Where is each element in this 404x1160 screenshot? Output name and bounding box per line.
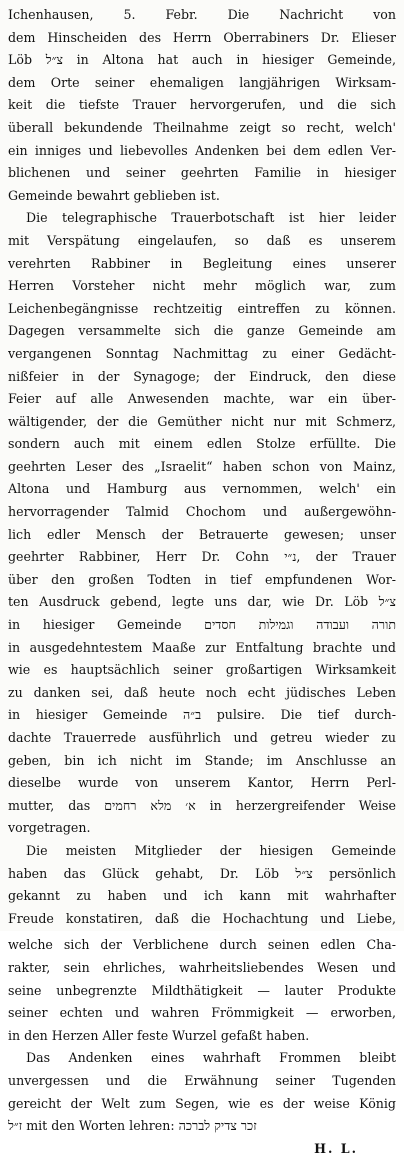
- article-line: in den Herzen Aller feste Wurzel gefaßt haben.: [8, 1027, 310, 1043]
- article-line: Herren Vorsteher nicht mehr möglich war, zum: [8, 278, 396, 294]
- article-line: Ichenhausen, 5. Febr. Die Nachricht von: [8, 7, 396, 22]
- article-line: haben das Glück gehabt, Dr. Löb צ״ל persönlich: [8, 865, 396, 881]
- article-line: ein inniges und liebevolles Andenken bei dem edlen Ver-: [8, 142, 396, 158]
- article-line: Die telegraphische Trauerbotschaft ist hier leider: [26, 210, 396, 226]
- article-line: ten Ausdruck gebend, legte uns dar, wie Dr. Löb צ״ל: [8, 594, 396, 610]
- article-line: vergangenen Sonntag Nachmittag zu einer Gedächt-: [8, 345, 396, 361]
- article-line: welche sich der Verblichene durch seinen edlen Cha-: [8, 937, 396, 953]
- article-line: in ausgedehntestem Maaße zur Entfaltung brachte und: [8, 639, 396, 655]
- article-line: dem Orte seiner ehemaligen langjährigen Wirksam-: [8, 74, 396, 90]
- article-line: mit Verspätung eingelaufen, so daß es unserem: [8, 232, 396, 248]
- article-line: zu danken sei, daß heute noch echt jüdisches Leben: [8, 684, 396, 700]
- article-line: ז״ל mit den Worten lehren: זכר צדיק לברכה: [8, 1118, 257, 1134]
- article-line: dachte Trauerrede ausführlich und getreu wieder zu: [8, 730, 396, 745]
- article-line: blichenen und seiner geehrten Familie in hiesiger: [8, 165, 396, 181]
- article-line: vorgetragen.: [8, 820, 91, 836]
- article-line: über den großen Todten in tief empfundenen Wor-: [8, 571, 396, 587]
- article-line: unvergessen und die Erwähnung seiner Tugenden: [8, 1072, 396, 1088]
- article-line: seine unbegrenzte Mildthätigkeit — lauter Produkte: [8, 982, 396, 998]
- article-line: Dagegen versammelte sich die ganze Gemeinde am: [8, 323, 396, 339]
- article-line: Feier auf alle Anwesenden machte, war ein über-: [8, 391, 396, 407]
- author-signature: H. L.: [314, 1140, 358, 1156]
- article-line: gekannt zu haben und ich kann mit wahrhafter: [8, 888, 396, 904]
- article-line: wie es hauptsächlich seiner großartigen Wirksamkeit: [8, 662, 396, 678]
- article-line: überall bekundende Theilnahme zeigt so recht, welch': [8, 119, 396, 135]
- article-line: Das Andenken eines wahrhaft Frommen bleibt: [26, 1050, 396, 1066]
- article-line: sondern auch mit einem edlen Stolze erfüllte. Die: [8, 436, 396, 452]
- article-line: dem Hinscheiden des Herrn Oberrabiners Dr. Elieser: [8, 29, 396, 45]
- article-line: verehrten Rabbiner in Begleitung eines unserer: [8, 255, 396, 271]
- article-line: lich edler Mensch der Betrauerte gewesen; unser: [8, 526, 396, 542]
- article-line: geben, bin ich nicht im Stande; im Anschlusse an: [8, 752, 396, 768]
- article-line: Löb צ״ל in Altona hat auch in hiesiger Gemeinde,: [8, 52, 396, 68]
- article-line: Altona und Hamburg aus vernommen, welch' ein: [8, 481, 396, 497]
- article-line: dieselbe wurde von unserem Kantor, Herrn Perl-: [8, 775, 396, 791]
- article-line: in hiesiger Gemeinde תורה ועבודה וגמילות חסדים: [8, 617, 396, 633]
- article-line: mutter, das א׳ מלא רחמים in herzergreifender Weise: [8, 797, 396, 813]
- article-line: nißfeier in der Synagoge; der Eindruck, den diese: [8, 368, 396, 384]
- article-line: hervorragender Talmid Chochom und außergewöhn-: [8, 504, 396, 520]
- article-line: seiner echten und wahren Frömmigkeit — erworben,: [8, 1005, 396, 1021]
- article-line: rakter, sein ehrliches, wahrheitsliebendes Wesen und: [8, 959, 396, 975]
- article-line: gereicht der Welt zum Segen, wie es der weise König: [8, 1095, 396, 1111]
- article-line: keit die tiefste Trauer hervorgerufen, und die sich: [8, 97, 396, 113]
- article-line: Die meisten Mitglieder der hiesigen Gemeinde: [26, 842, 396, 858]
- article-line: in hiesiger Gemeinde ב״ה pulsire. Die tief durch-: [8, 707, 396, 723]
- article-line: Leichenbegängnisse rechtzeitig eintreffen zu können.: [8, 300, 396, 316]
- article-line: Gemeinde bewahrt geblieben ist.: [8, 187, 220, 203]
- article-line: geehrter Rabbiner, Herr Dr. Cohn נ״י, der Trauer: [8, 549, 396, 565]
- article-line: Freude konstatiren, daß die Hochachtung und Liebe,: [8, 910, 396, 926]
- article-line: wältigender, der die Gemüther nicht nur mit Schmerz,: [8, 413, 396, 429]
- article-line: geehrten Leser des „Israelit“ haben schon von Mainz,: [8, 458, 396, 474]
